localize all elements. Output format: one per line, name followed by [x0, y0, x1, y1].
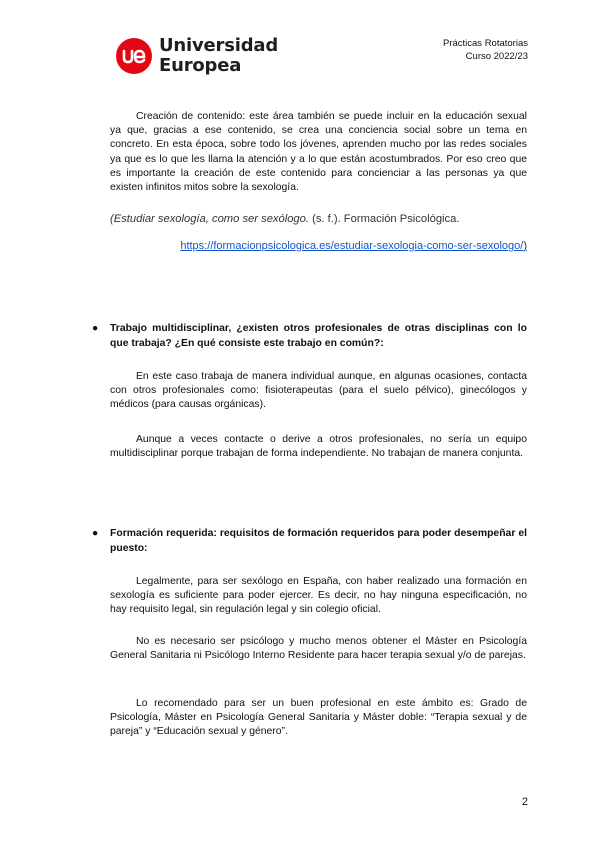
citation-source: (s. f.). Formación Psicológica.	[309, 213, 460, 225]
paragraph-content-creation: Creación de contenido: este área también se puede incluir en la educación sexual ya que, gracias a ese contenido, se crea una conciencia social sobre un tema en concreto. En esta época, sobre todo los jóvenes, aprenden mucho por las redes sociales ya que es lo que les llama la atención y a lo que están acostumbrados. Por eso creo que es importante la creación de este contenido para concienciar a las personas ya que existen infinitos mitos sobre la sexología.	[110, 111, 527, 194]
bullet-icon: ●	[92, 528, 99, 539]
university-logo	[116, 37, 278, 75]
paragraph-legal-requirements: Legalmente, para ser sexólogo en España, con haber realizado una formación en sexología es suficiente para poder ejercer. Es decir, no hay ninguna especificación, no hay requisito legal, sin regulación legal y sin colegio oficial.	[110, 576, 527, 616]
header-course-title: Prácticas Rotatorias	[442, 38, 528, 49]
ue-logo-icon	[116, 38, 152, 74]
bullet-multidisciplinary	[92, 322, 527, 351]
bullet-multidisciplinary-text: Trabajo multidisciplinar, ¿existen otros profesionales de otras disciplinas con lo que trabaja? ¿En qué consiste este trabajo en común?:	[110, 323, 527, 349]
citation-link-line	[180, 240, 527, 252]
citation-title: (Estudiar sexología, como ser sexólogo.	[110, 213, 309, 225]
bullet-required-training	[92, 527, 527, 556]
paragraph-not-multidisciplinary: Aunque a veces contacte o derive a otros profesionales, no sería un equipo multidisciplinar porque trabajan de forma independiente. No trabajan de manera conjunta.	[110, 434, 527, 460]
paragraph-recommended: Lo recomendado para ser un buen profesional en este ámbito es: Grado de Psicología, Máster en Psicología General Sanitaria y Máster doble: “Terapia sexual y de pareja” y “Educación sexual y género”.	[110, 698, 527, 738]
bullet-required-training-text: Formación requerida: requisitos de formación requeridos para poder desempeñar el puesto:	[110, 528, 527, 554]
paragraph-individual-work: En este caso trabaja de manera individual aunque, en algunas ocasiones, contacta con otros profesionales como: fisioterapeutas (para el suelo pélvico), ginecólogos y médicos (para causas orgánicas).	[110, 371, 527, 411]
logo-text-universidad: Universidad	[159, 35, 279, 56]
page-number: 2	[521, 796, 528, 808]
paragraph-not-psychologist: No es necesario ser psicólogo y mucho menos obtener el Máster en Psicología General Sanitaria ni Psicólogo Interno Residente para hacer terapia sexual y/o de parejas.	[110, 636, 527, 662]
header-info	[443, 37, 528, 63]
bullet-icon: ●	[92, 323, 99, 334]
citation-close: )	[523, 240, 527, 252]
header-course-year: Curso 2022/23	[465, 51, 528, 62]
logo-text-europea: Europea	[159, 55, 242, 76]
citation-url-link[interactable]: https://formacionpsicologica.es/estudiar-sexologia-como-ser-sexologo/	[180, 240, 524, 252]
citation	[110, 212, 527, 227]
